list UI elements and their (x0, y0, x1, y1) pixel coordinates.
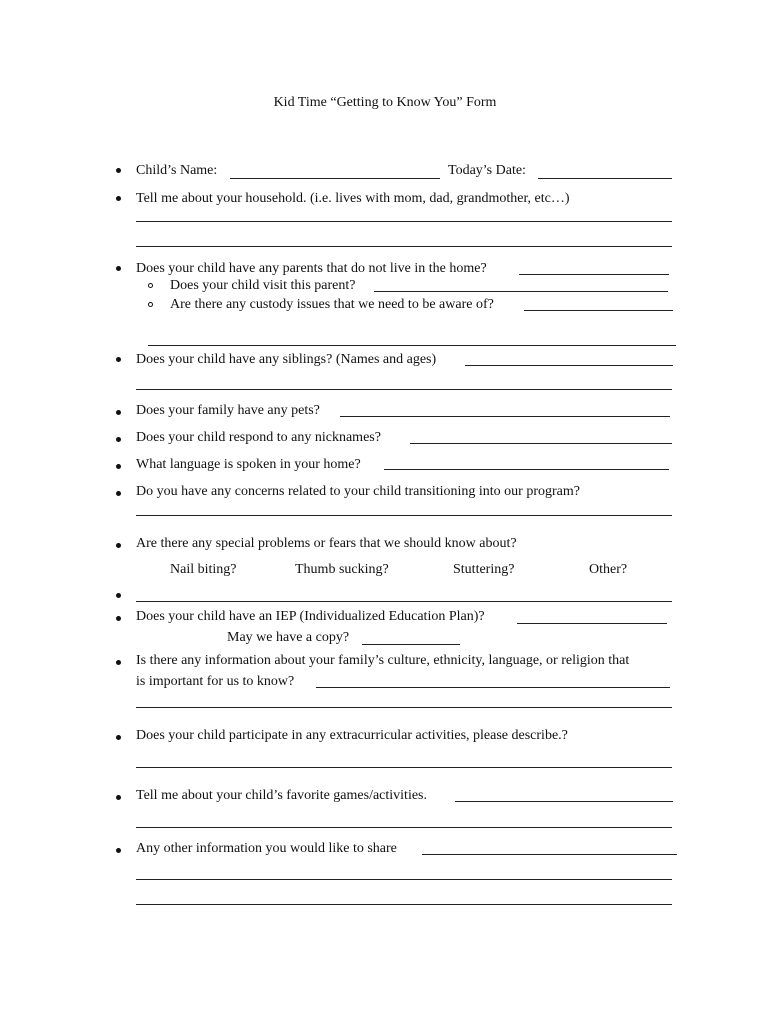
extracurricular-question: Does your child participate in any extracurricular activities, please describe.? (136, 728, 568, 743)
bullet (116, 491, 121, 496)
fear-option-nail-biting: Nail biting? (170, 562, 237, 577)
siblings-field[interactable] (465, 365, 673, 366)
custody-field[interactable] (524, 310, 673, 311)
fears-answer-line[interactable] (136, 601, 672, 602)
language-question: What language is spoken in your home? (136, 457, 361, 472)
childs-name-field[interactable] (230, 178, 440, 179)
pets-question: Does your family have any pets? (136, 403, 320, 418)
bullet (116, 410, 121, 415)
bullet (116, 464, 121, 469)
form-title: Kid Time “Getting to Know You” Form (273, 95, 497, 110)
bullet (116, 357, 121, 362)
transition-answer-line[interactable] (136, 515, 672, 516)
bullet (116, 196, 121, 201)
culture-answer-line[interactable] (136, 707, 672, 708)
sub-bullet (148, 283, 153, 288)
fear-option-stuttering: Stuttering? (453, 562, 515, 577)
favorite-games-question: Tell me about your child’s favorite games/activities. (136, 788, 427, 803)
parents-answer-field[interactable] (519, 274, 669, 275)
visit-parent-question: Does your child visit this parent? (170, 278, 356, 293)
extracurricular-answer-line[interactable] (136, 767, 672, 768)
nicknames-field[interactable] (410, 443, 672, 444)
custody-answer-line[interactable] (148, 345, 676, 346)
todays-date-field[interactable] (538, 178, 672, 179)
iep-copy-field[interactable] (362, 644, 460, 645)
childs-name-label: Child’s Name: (136, 163, 218, 178)
favorite-games-answer-line[interactable] (136, 827, 672, 828)
language-field[interactable] (384, 469, 669, 470)
fear-option-thumb-sucking: Thumb sucking? (295, 562, 389, 577)
household-answer-line-1[interactable] (136, 221, 672, 222)
iep-copy-question: May we have a copy? (227, 630, 350, 645)
iep-question: Does your child have an IEP (Individualized Education Plan)? (136, 609, 485, 624)
fears-question: Are there any special problems or fears that we should know about? (136, 536, 517, 551)
siblings-answer-line[interactable] (136, 389, 672, 390)
nicknames-question: Does your child respond to any nicknames? (136, 430, 381, 445)
bullet (116, 543, 121, 548)
household-answer-line-2[interactable] (136, 246, 672, 247)
siblings-question: Does your child have any siblings? (Names and ages) (136, 352, 437, 367)
culture-question-line-1: Is there any information about your family’s culture, ethnicity, language, or religion that (136, 653, 630, 668)
iep-field[interactable] (517, 623, 667, 624)
sub-bullet (148, 302, 153, 307)
parents-question: Does your child have any parents that do not live in the home? (136, 261, 487, 276)
todays-date-label: Today’s Date: (448, 163, 526, 178)
culture-question-line-2: is important for us to know? (136, 674, 295, 689)
culture-field[interactable] (316, 687, 670, 688)
custody-question: Are there any custody issues that we need to be aware of? (170, 297, 494, 312)
bullet (116, 168, 121, 173)
other-info-question: Any other information you would like to share (136, 841, 397, 856)
other-info-answer-line-2[interactable] (136, 904, 672, 905)
visit-parent-field[interactable] (374, 291, 668, 292)
bullet (116, 266, 121, 271)
bullet (116, 437, 121, 442)
bullet (116, 616, 121, 621)
bullet (116, 593, 121, 598)
bullet (116, 795, 121, 800)
bullet (116, 660, 121, 665)
fear-option-other: Other? (589, 562, 628, 577)
other-info-field[interactable] (422, 854, 677, 855)
favorite-games-field[interactable] (455, 801, 673, 802)
household-question: Tell me about your household. (i.e. lives with mom, dad, grandmother, etc…) (136, 191, 570, 206)
other-info-answer-line-1[interactable] (136, 879, 672, 880)
transition-question: Do you have any concerns related to your child transitioning into our program? (136, 484, 580, 499)
bullet (116, 848, 121, 853)
pets-field[interactable] (340, 416, 670, 417)
bullet (116, 735, 121, 740)
